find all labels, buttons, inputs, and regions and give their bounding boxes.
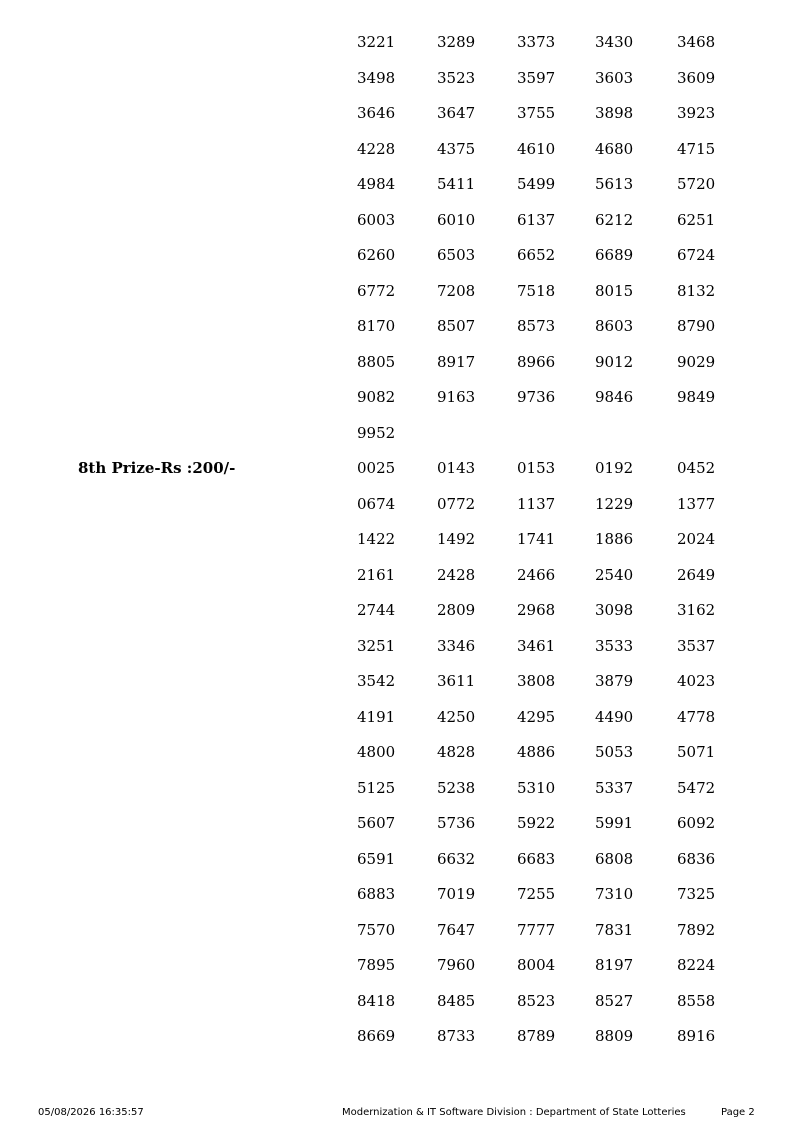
- ticket-number: 8197: [595, 956, 634, 974]
- ticket-number: 6503: [437, 246, 476, 264]
- ticket-number: 4295: [517, 707, 556, 726]
- ticket-number: 7570: [357, 920, 396, 939]
- ticket-number: 2809: [437, 601, 476, 619]
- ticket-number: 5720: [677, 175, 716, 193]
- ticket-number: 6632: [437, 849, 476, 868]
- ticket-number: 8733: [437, 1027, 476, 1045]
- result-row: [0, 458, 800, 494]
- ticket-number: 1377: [677, 494, 716, 513]
- ticket-number: 8809: [595, 1027, 634, 1045]
- ticket-number: 3542: [357, 672, 396, 690]
- result-row: [0, 210, 800, 246]
- ticket-number: 6808: [595, 849, 634, 868]
- ticket-number: 8558: [677, 991, 716, 1010]
- ticket-number: 5411: [437, 175, 476, 193]
- ticket-number: 1741: [517, 530, 556, 548]
- ticket-number: 6212: [595, 210, 634, 229]
- ticket-number: 9163: [437, 388, 476, 406]
- ticket-number: 3430: [595, 33, 634, 51]
- ticket-number: 0025: [357, 459, 396, 477]
- ticket-number: 0674: [357, 494, 396, 513]
- result-row: [0, 920, 800, 956]
- ticket-number: 3221: [357, 33, 396, 51]
- ticket-number: 8916: [677, 1027, 716, 1045]
- ticket-number: 7518: [517, 281, 556, 300]
- result-row: [0, 671, 800, 707]
- ticket-number: 2968: [517, 601, 556, 619]
- result-row: [0, 316, 800, 352]
- ticket-number: 8507: [437, 317, 476, 335]
- ticket-number: 8170: [357, 317, 396, 335]
- ticket-number: 8603: [595, 317, 634, 335]
- ticket-number: 3373: [517, 33, 556, 51]
- ticket-number: 6883: [357, 885, 396, 903]
- ticket-number: 5310: [517, 778, 556, 797]
- ticket-number: 3647: [437, 104, 476, 122]
- ticket-number: 3468: [677, 33, 716, 51]
- result-row: [0, 32, 800, 68]
- ticket-number: 6836: [677, 849, 716, 868]
- result-row: [0, 991, 800, 1027]
- ticket-number: 4984: [357, 175, 396, 193]
- ticket-number: 6772: [357, 281, 396, 300]
- ticket-number: 6010: [437, 210, 476, 229]
- ticket-number: 8132: [677, 281, 716, 300]
- ticket-number: 7325: [677, 885, 716, 903]
- ticket-number: 2649: [677, 565, 716, 584]
- result-row: [0, 352, 800, 388]
- ticket-number: 5613: [595, 175, 634, 193]
- ticket-number: 3597: [517, 68, 556, 87]
- result-row: [0, 1026, 800, 1062]
- result-row: [0, 636, 800, 672]
- ticket-number: 4715: [677, 139, 716, 158]
- ticket-number: 8917: [437, 352, 476, 371]
- ticket-number: 3523: [437, 68, 476, 87]
- ticket-number: 0452: [677, 459, 716, 477]
- ticket-number: 6251: [677, 210, 716, 229]
- ticket-number: 3646: [357, 104, 396, 122]
- ticket-number: 3755: [517, 104, 556, 122]
- result-row: [0, 387, 800, 423]
- ticket-number: 3098: [595, 601, 634, 619]
- ticket-number: 0143: [437, 459, 476, 477]
- ticket-number: 7831: [595, 920, 634, 939]
- ticket-number: 5238: [437, 778, 476, 797]
- result-row: [0, 68, 800, 104]
- result-row: [0, 849, 800, 885]
- result-row: [0, 245, 800, 281]
- ticket-number: 3498: [357, 68, 396, 87]
- ticket-number: 6683: [517, 849, 556, 868]
- ticket-number: 1886: [595, 530, 634, 548]
- result-row: [0, 707, 800, 743]
- ticket-number: 5071: [677, 743, 716, 761]
- result-row: [0, 174, 800, 210]
- ticket-number: 4828: [437, 743, 476, 761]
- ticket-number: 6689: [595, 246, 634, 264]
- ticket-number: 3251: [357, 636, 396, 655]
- ticket-number: 3609: [677, 68, 716, 87]
- ticket-number: 2161: [357, 565, 396, 584]
- prize-label: 8th Prize-Rs :200/-: [78, 459, 236, 477]
- ticket-number: 9952: [357, 423, 396, 442]
- ticket-number: 1492: [437, 530, 476, 548]
- ticket-number: 3162: [677, 601, 716, 619]
- ticket-number: 9736: [517, 388, 556, 406]
- result-row: [0, 565, 800, 601]
- ticket-number: 6137: [517, 210, 556, 229]
- page-number: Page 2: [721, 1107, 755, 1118]
- ticket-number: 0192: [595, 459, 634, 477]
- ticket-number: 9846: [595, 388, 634, 406]
- ticket-number: 6260: [357, 246, 396, 264]
- ticket-number: 3461: [517, 636, 556, 655]
- ticket-number: 4800: [357, 743, 396, 761]
- result-row: [0, 600, 800, 636]
- ticket-number: 3923: [677, 104, 716, 122]
- ticket-number: 4250: [437, 707, 476, 726]
- ticket-number: 8004: [517, 956, 556, 974]
- ticket-number: 9029: [677, 352, 716, 371]
- ticket-number: 2024: [677, 530, 716, 548]
- print-datetime: 05/08/2026 16:35:57: [38, 1107, 144, 1118]
- result-row: [0, 813, 800, 849]
- ticket-number: 5991: [595, 814, 634, 832]
- ticket-number: 7647: [437, 920, 476, 939]
- ticket-number: 4886: [517, 743, 556, 761]
- ticket-number: 8966: [517, 352, 556, 371]
- ticket-number: 7255: [517, 885, 556, 903]
- ticket-number: 8485: [437, 991, 476, 1010]
- ticket-number: 9082: [357, 388, 396, 406]
- ticket-number: 2466: [517, 565, 556, 584]
- result-row: [0, 742, 800, 778]
- ticket-number: 5922: [517, 814, 556, 832]
- ticket-number: 1137: [517, 494, 556, 513]
- ticket-number: 5499: [517, 175, 556, 193]
- ticket-number: 5337: [595, 778, 634, 797]
- ticket-number: 8573: [517, 317, 556, 335]
- ticket-number: 4191: [357, 707, 396, 726]
- ticket-number: 5736: [437, 814, 476, 832]
- ticket-number: 7960: [437, 956, 476, 974]
- ticket-number: 7895: [357, 956, 396, 974]
- ticket-number: 4680: [595, 139, 634, 158]
- result-row: [0, 494, 800, 530]
- result-row: [0, 423, 800, 459]
- ticket-number: 5053: [595, 743, 634, 761]
- ticket-number: 8789: [517, 1027, 556, 1045]
- ticket-number: 4023: [677, 672, 716, 690]
- ticket-number: 3533: [595, 636, 634, 655]
- ticket-number: 6591: [357, 849, 396, 868]
- ticket-number: 5125: [357, 778, 396, 797]
- result-row: [0, 778, 800, 814]
- ticket-number: 0153: [517, 459, 556, 477]
- ticket-number: 1422: [357, 530, 396, 548]
- ticket-number: 6724: [677, 246, 716, 264]
- ticket-number: 5472: [677, 778, 716, 797]
- ticket-number: 4228: [357, 139, 396, 158]
- ticket-number: 9849: [677, 388, 716, 406]
- ticket-number: 6092: [677, 814, 716, 832]
- ticket-number: 8790: [677, 317, 716, 335]
- ticket-number: 8418: [357, 991, 396, 1010]
- result-row: [0, 103, 800, 139]
- ticket-number: 8669: [357, 1027, 396, 1045]
- ticket-number: 6652: [517, 246, 556, 264]
- ticket-number: 8527: [595, 991, 634, 1010]
- ticket-number: 3289: [437, 33, 476, 51]
- result-row: [0, 529, 800, 565]
- ticket-number: 7777: [517, 920, 556, 939]
- ticket-number: 8523: [517, 991, 556, 1010]
- ticket-number: 3346: [437, 636, 476, 655]
- ticket-number: 7019: [437, 885, 476, 903]
- result-row: [0, 884, 800, 920]
- ticket-number: 7892: [677, 920, 716, 939]
- result-row: [0, 281, 800, 317]
- ticket-number: 2428: [437, 565, 476, 584]
- ticket-number: 3898: [595, 104, 634, 122]
- footer-division: Modernization & IT Software Division : Department of State Lotteries: [342, 1107, 686, 1118]
- ticket-number: 7310: [595, 885, 634, 903]
- ticket-number: 2540: [595, 565, 634, 584]
- ticket-number: 4375: [437, 139, 476, 158]
- ticket-number: 3808: [517, 672, 556, 690]
- ticket-number: 4490: [595, 707, 634, 726]
- ticket-number: 8224: [677, 956, 716, 974]
- ticket-number: 0772: [437, 494, 476, 513]
- ticket-number: 3611: [437, 672, 476, 690]
- ticket-number: 2744: [357, 601, 396, 619]
- ticket-number: 6003: [357, 210, 396, 229]
- ticket-number: 7208: [437, 281, 476, 300]
- ticket-number: 5607: [357, 814, 396, 832]
- result-row: [0, 139, 800, 175]
- ticket-number: 3879: [595, 672, 634, 690]
- result-row: [0, 955, 800, 991]
- ticket-number: 4610: [517, 139, 556, 158]
- ticket-number: 8015: [595, 281, 634, 300]
- ticket-number: 3603: [595, 68, 634, 87]
- ticket-number: 3537: [677, 636, 716, 655]
- ticket-number: 9012: [595, 352, 634, 371]
- ticket-number: 8805: [357, 352, 396, 371]
- ticket-number: 1229: [595, 494, 634, 513]
- ticket-number: 4778: [677, 707, 716, 726]
